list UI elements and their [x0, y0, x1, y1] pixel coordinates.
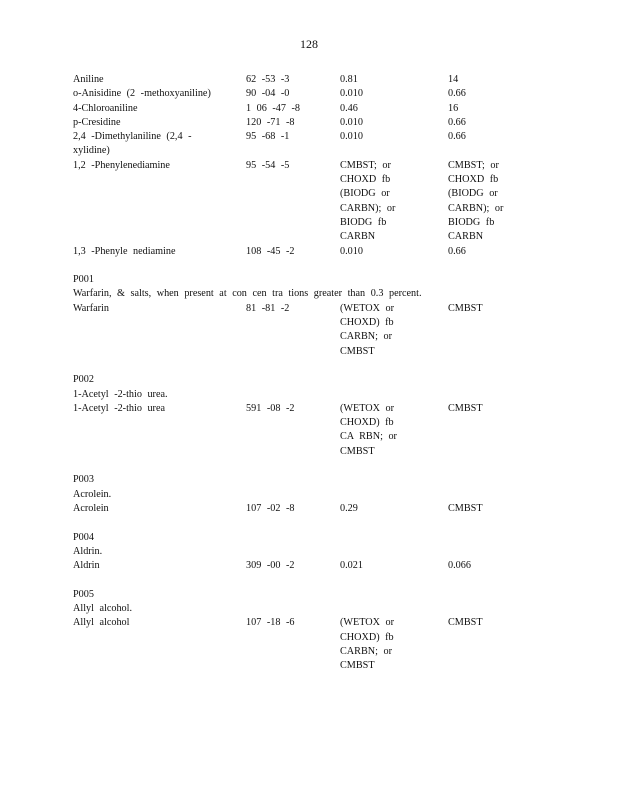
constituent-name-line: Aniline — [73, 74, 104, 85]
waste-code — [73, 588, 543, 602]
constituent-name-line: 4-Chloroaniline — [73, 102, 138, 114]
constituent-name — [73, 559, 233, 573]
nonwastewater-standard — [448, 159, 543, 245]
wastewater-standard — [340, 159, 448, 245]
wastewater-standard — [340, 116, 448, 130]
constituent-name — [73, 116, 233, 130]
constituent-name — [73, 130, 233, 159]
wastewater-standard-line: CMBST — [340, 445, 375, 457]
constituent-name-line: 1,3 -Phenyle nediamine — [73, 245, 176, 257]
constituent-name — [73, 73, 233, 87]
wastewater-standard-line: CMBST; or — [340, 159, 391, 171]
nonwastewater-standard-line: 0.066 — [448, 560, 471, 572]
wastewater-standard-line: CARBN; or — [340, 645, 392, 657]
cas-number: 95 -54 -5 — [246, 159, 290, 171]
constituent-name — [73, 245, 233, 259]
table-row — [73, 130, 543, 159]
cas-number: 62 -53 -3 — [246, 74, 290, 85]
nonwastewater-standard-line: CHOXD fb — [448, 174, 499, 186]
constituent-name — [73, 102, 233, 116]
constituent-name — [73, 402, 233, 416]
wastewater-standard-line: (BIODG or — [340, 188, 390, 200]
nonwastewater-standard — [448, 116, 543, 130]
constituent-name-line: Aldrin — [73, 560, 100, 572]
cas-number: 309 -00 -2 — [246, 560, 295, 572]
constituent-name — [73, 302, 233, 316]
wastewater-standard — [340, 616, 448, 673]
waste-description — [73, 602, 543, 616]
cas-number: 90 -04 -0 — [246, 88, 290, 100]
blank-spacer — [73, 359, 543, 373]
waste-description — [73, 545, 543, 559]
nonwastewater-standard — [448, 87, 543, 101]
cas-number: 107 -18 -6 — [246, 617, 295, 629]
constituent-name — [73, 159, 233, 173]
wastewater-standard-line: 0.46 — [340, 102, 358, 114]
nonwastewater-standard-line: CMBST — [448, 302, 483, 314]
nonwastewater-standard-line: CMBST; or — [448, 159, 499, 171]
constituent-name-line: 1,2 -Phenylenediamine — [73, 159, 170, 171]
table-row — [73, 245, 543, 259]
wastewater-standard — [340, 87, 448, 101]
wastewater-standard-line: CA RBN; or — [340, 431, 397, 443]
waste-description — [73, 488, 543, 502]
waste-code-text: P005 — [73, 588, 94, 600]
wastewater-standard — [340, 502, 448, 516]
wastewater-standard-line: CHOXD) fb — [340, 417, 394, 429]
wastewater-standard-line: 0.021 — [340, 560, 363, 572]
waste-description — [73, 287, 543, 301]
wastewater-standard — [340, 302, 448, 359]
cas-number: 1 06 -47 -8 — [246, 102, 300, 114]
wastewater-standard-line: (WETOX or — [340, 302, 395, 314]
regulatory-table — [73, 73, 543, 673]
table-row — [73, 102, 543, 116]
nonwastewater-standard — [448, 73, 543, 87]
waste-description-text: Acrolein. — [73, 488, 112, 500]
table-row — [73, 302, 543, 359]
waste-code — [73, 273, 543, 287]
nonwastewater-standard-line: (BIODG or — [448, 188, 498, 200]
waste-description-text: Allyl alcohol. — [73, 603, 133, 614]
cas-number: 120 -71 -8 — [246, 116, 295, 128]
nonwastewater-standard-line: CMBST — [448, 502, 483, 514]
waste-code-text: P003 — [73, 474, 94, 486]
nonwastewater-standard — [448, 616, 543, 630]
nonwastewater-standard-line: 16 — [448, 102, 459, 114]
wastewater-standard-line: (WETOX or — [340, 402, 395, 414]
waste-description-text: 1-Acetyl -2-thio urea. — [73, 388, 168, 400]
constituent-name-line: 2,4 -Dimethylaniline (2,4 - — [73, 131, 192, 143]
wastewater-standard-line: CHOXD) fb — [340, 631, 394, 643]
cas-number: 95 -68 -1 — [246, 131, 290, 143]
table-row — [73, 159, 543, 245]
wastewater-standard-line: 0.29 — [340, 502, 358, 514]
waste-code — [73, 373, 543, 387]
table-row — [73, 502, 543, 516]
cas-number: 591 -08 -2 — [246, 402, 295, 414]
blank-spacer — [73, 516, 543, 530]
cas-number: 107 -02 -8 — [246, 502, 295, 514]
constituent-name — [73, 87, 233, 101]
wastewater-standard-line: 0.010 — [340, 88, 363, 100]
waste-code-text: P002 — [73, 374, 94, 386]
nonwastewater-standard-line: 0.66 — [448, 245, 466, 257]
waste-description-text: Warfarin, & salts, when present at con cen tra tions greater than 0.3 percent. — [73, 288, 422, 300]
wastewater-standard-line: (WETOX or — [340, 617, 395, 629]
nonwastewater-standard — [448, 102, 543, 116]
table-row — [73, 116, 543, 130]
nonwastewater-standard — [448, 130, 543, 144]
constituent-name — [73, 616, 233, 630]
table-row — [73, 73, 543, 87]
constituent-name-line: Allyl alcohol — [73, 617, 130, 629]
constituent-name-line: Acrolein — [73, 502, 109, 514]
nonwastewater-standard-line: 0.66 — [448, 116, 466, 128]
table-row — [73, 616, 543, 673]
wastewater-standard — [340, 130, 448, 144]
constituent-name-line: p-Cresidine — [73, 116, 121, 128]
nonwastewater-standard-line: 0.66 — [448, 131, 466, 143]
wastewater-standard — [340, 245, 448, 259]
nonwastewater-standard — [448, 245, 543, 259]
nonwastewater-standard — [448, 302, 543, 316]
waste-description — [73, 388, 543, 402]
waste-description-text: Aldrin. — [73, 545, 103, 557]
nonwastewater-standard — [448, 402, 543, 416]
page-number: 128 — [300, 37, 318, 51]
table-row — [73, 87, 543, 101]
nonwastewater-standard — [448, 502, 543, 516]
constituent-name-line: xylidine) — [73, 145, 110, 157]
table-row — [73, 402, 543, 459]
wastewater-standard — [340, 73, 448, 87]
wastewater-standard-line: CHOXD fb — [340, 174, 391, 186]
wastewater-standard-line: CARBN; or — [340, 331, 392, 343]
constituent-name-line: o-Anisidine (2 -methoxyaniline) — [73, 88, 211, 100]
wastewater-standard-line: 0.010 — [340, 245, 363, 257]
wastewater-standard-line: CHOXD) fb — [340, 317, 394, 329]
waste-code — [73, 473, 543, 487]
wastewater-standard-line: 0.010 — [340, 131, 363, 143]
wastewater-standard-line: CARBN); or — [340, 202, 396, 214]
constituent-name-line: Warfarin — [73, 302, 109, 314]
wastewater-standard — [340, 102, 448, 116]
blank-spacer — [73, 573, 543, 587]
nonwastewater-standard-line: BIODG fb — [448, 216, 495, 228]
nonwastewater-standard-line: CARBN — [448, 231, 484, 243]
wastewater-standard — [340, 559, 448, 573]
nonwastewater-standard-line: CARBN); or — [448, 202, 504, 214]
wastewater-standard-line: BIODG fb — [340, 216, 387, 228]
nonwastewater-standard-line: CMBST — [448, 617, 483, 629]
nonwastewater-standard-line: CMBST — [448, 402, 483, 414]
nonwastewater-standard — [448, 559, 543, 573]
wastewater-standard — [340, 402, 448, 459]
cas-number: 108 -45 -2 — [246, 245, 295, 257]
waste-code-text: P001 — [73, 274, 94, 286]
blank-spacer — [73, 459, 543, 473]
constituent-name-line: 1-Acetyl -2-thio urea — [73, 402, 165, 414]
nonwastewater-standard-line: 0.66 — [448, 88, 466, 100]
cas-number: 81 -81 -2 — [246, 302, 290, 314]
constituent-name — [73, 502, 233, 516]
blank-spacer — [73, 259, 543, 273]
waste-code — [73, 531, 543, 545]
wastewater-standard-line: 0.81 — [340, 74, 358, 85]
wastewater-standard-line: CMBST — [340, 660, 375, 672]
nonwastewater-standard-line: 14 — [448, 74, 459, 85]
wastewater-standard-line: CARBN — [340, 231, 376, 243]
wastewater-standard-line: CMBST — [340, 345, 375, 357]
table-row — [73, 559, 543, 573]
waste-code-text: P004 — [73, 531, 94, 543]
wastewater-standard-line: 0.010 — [340, 116, 363, 128]
